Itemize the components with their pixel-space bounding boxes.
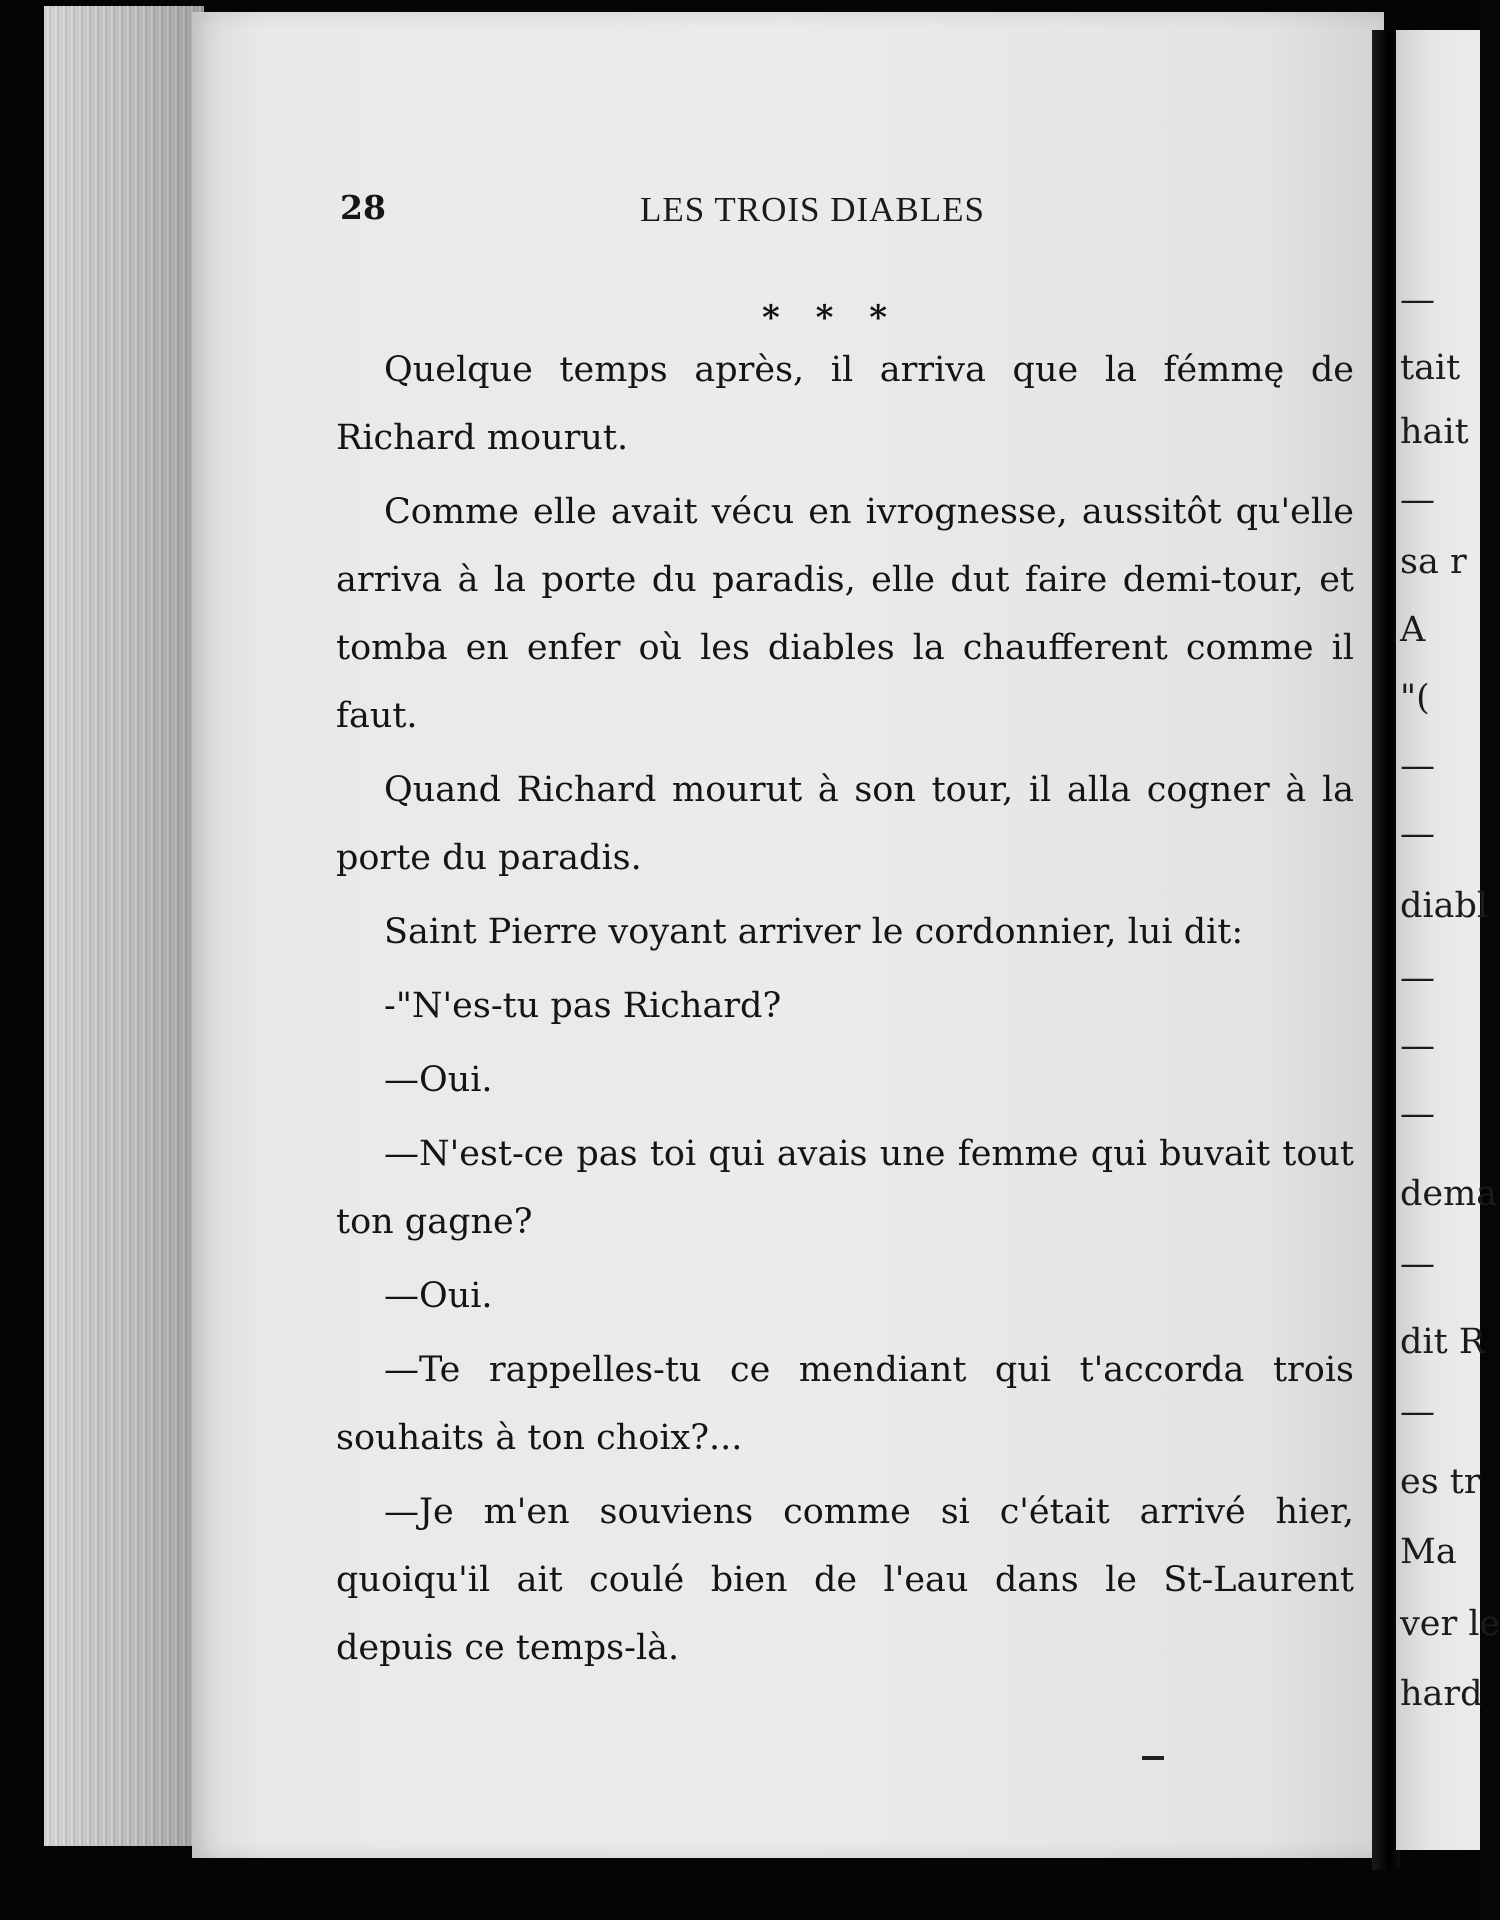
facing-text-fragment: ver le xyxy=(1400,1604,1500,1644)
dialogue-line: -"N'es-tu pas Richard? xyxy=(384,986,782,1026)
facing-text-fragment: dit R xyxy=(1400,1322,1486,1362)
facing-text-fragment: — xyxy=(1400,1244,1435,1284)
page-edges-shade xyxy=(44,6,204,1846)
paragraph: Quelque temps après, il arriva que la fémmę de Richard mourut. xyxy=(336,350,1354,458)
facing-text-fragment: hard xyxy=(1400,1674,1483,1714)
facing-text-fragment: sa r xyxy=(1400,542,1467,582)
print-mark xyxy=(1142,1756,1164,1760)
paragraph: Saint Pierre voyant arriver le cordonnier, lui dit: xyxy=(384,912,1244,952)
dialogue-line: —Je m'en souviens comme si c'était arrivé hier, quoiqu'il ait coulé bien de l'eau dans le St-Laurent depuis ce temps-là. xyxy=(336,1492,1354,1668)
body-text xyxy=(336,336,1354,1688)
facing-text-fragment: — xyxy=(1400,746,1435,786)
facing-text-fragment: tait xyxy=(1400,348,1461,388)
facing-text-fragment: dema xyxy=(1400,1174,1498,1214)
page-header xyxy=(0,188,1480,238)
dialogue-line: —N'est-ce pas toi qui avais une femme qui buvait tout ton gagne? xyxy=(336,1134,1354,1242)
dialogue-line: —Te rappelles-tu ce mendiant qui t'accorda trois souhaits à ton choix?... xyxy=(336,1350,1354,1458)
facing-text-fragment: — xyxy=(1400,1094,1435,1134)
facing-text-fragment: — xyxy=(1400,1392,1435,1432)
running-title: LES TROIS DIABLES xyxy=(640,190,985,229)
facing-text-fragment: diabl xyxy=(1400,886,1489,926)
paragraph: Quand Richard mourut à son tour, il alla cogner à la porte du paradis. xyxy=(336,770,1354,878)
facing-text-fragment: — xyxy=(1400,1026,1435,1066)
facing-page xyxy=(1396,30,1500,1850)
page-number: 28 xyxy=(340,188,386,227)
dialogue-line: —Oui. xyxy=(384,1276,493,1316)
paragraph: Comme elle avait vécu en ivrognesse, aussitôt qu'elle arriva à la porte du paradis, elle dut faire demi-tour, et tomba en enfer où les diables la chaufferent comme il faut. xyxy=(336,492,1354,736)
facing-text-fragment: — xyxy=(1400,480,1435,520)
facing-text-fragment: A xyxy=(1400,610,1426,650)
facing-text-fragment: "( xyxy=(1400,678,1430,718)
facing-text-fragment: es tr xyxy=(1400,1462,1481,1502)
facing-text-fragment: — xyxy=(1400,814,1435,854)
dialogue-line: —Oui. xyxy=(384,1060,493,1100)
facing-text-fragment: hait xyxy=(1400,412,1469,452)
facing-text-fragment: — xyxy=(1400,280,1435,320)
section-ornament: * * * xyxy=(762,298,888,338)
facing-text-fragment: Ma xyxy=(1400,1532,1457,1572)
facing-text-fragment: — xyxy=(1400,958,1435,998)
